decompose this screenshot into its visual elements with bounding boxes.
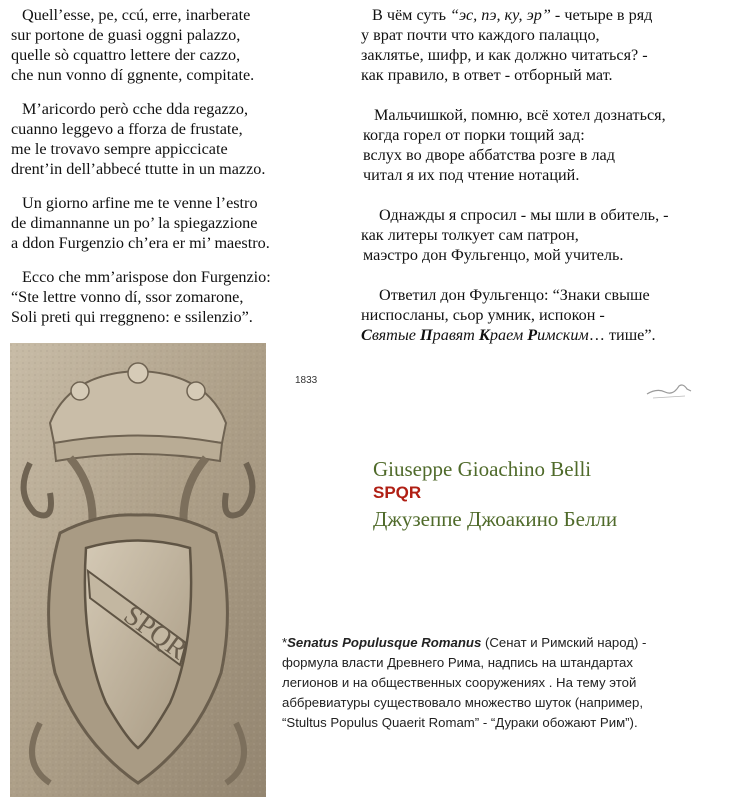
poem-line: “Ste lettre vonno dí, ssor zomarone, [11,288,244,306]
russian-stanza-3 [361,205,751,265]
russian-poem [361,5,751,359]
emblem-inscription: SPQR [117,599,193,666]
footnote-line: *Senatus Populusque Romanus (Сенат и Римский народ) - [282,635,647,650]
poem-line: когда горел от порки тощий зад: [363,126,585,144]
poem-line: ниспосланы, сьор умник, испокон - [361,306,605,324]
poem-line: Ecco che mm’arispose don Furgenzio: [22,268,271,286]
poem-line: у врат почти что каждого палаццо, [361,26,600,44]
footnote-line: формула власти Древнего Рима, надпись на штандартах [282,655,633,670]
signature-icon [645,380,693,402]
russian-stanza-2 [361,105,751,185]
poem-line: Quell’esse, pe, ccú, erre, inarberate [22,6,251,24]
poem-line: Soli preti qui rreggneno: e ssilenzio”. [11,308,253,326]
poem-line: che nun vonno dí ggnente, compitate. [11,66,255,84]
footnote-line: аббревиатуры существовало множество шуток (например, [282,695,643,710]
poem-line: читал я их под чтение нотаций. [363,166,580,184]
italian-poem [11,5,341,341]
poem-line: маэстро дон Фульгенцо, мой учитель. [363,246,624,264]
poem-line: de dimannanne un po’ la spiegazzione [11,214,258,232]
year-label: 1833 [295,375,318,386]
poem-line: me le trovavo sempre appiccicate [11,140,228,158]
footnote-line: “Stultus Populus Quaerit Romam” - “Дураки обожают Рим”). [282,715,638,730]
russian-stanza-4 [361,285,751,345]
title-block [373,456,617,534]
poem-line: cuanno leggevo a fforza de frustate, [11,120,243,138]
footnote [282,633,748,733]
poem-line: Ответил дон Фульгенцо: “Знаки свыше [379,286,650,304]
poem-line: Святые Правят Краем Римским… тише”. [361,326,656,344]
poem-line: drent’in dell’abbecé ttutte in un mazzo. [11,160,266,178]
italian-stanza-1 [11,5,341,85]
author-name-latin: Giuseppe Gioachino Belli [373,457,592,481]
footnote-line: легионов и на общественных сооружениях . На тему этой [282,675,637,690]
poem-line: Un giorno arfine me te venne l’estro [22,194,258,212]
coat-of-arms-illustration [10,343,266,797]
poem-title: SPQR [373,483,422,502]
russian-stanza-1 [361,5,751,85]
poem-line: В чём суть “эс, пэ, ку, эр” - четыре в ряд [372,6,653,24]
poem-line: Однажды я спросил - мы шли в обитель, - [379,206,669,224]
poem-line: a ddon Furgenzio ch’era er mi’ maestro. [11,234,270,252]
coat-of-arms-photo [10,343,266,797]
poem-line: quelle sò cquattro lettere der cazzo, [11,46,241,64]
poem-line: sur portone de guasi oggni palazzo, [11,26,241,44]
poem-line: Мальчишкой, помню, всё хотел дознаться, [374,106,666,124]
poem-line: заклятье, шифр, и как должно читаться? - [361,46,648,64]
poem-line: вслух во дворе аббатства розге в лад [363,146,615,164]
poem-line: как литеры толкует сам патрон, [361,226,579,244]
author-name-russian: Джузеппе Джоакино Белли [373,507,618,531]
poem-line: как правило, в ответ - отборный мат. [361,66,613,84]
italian-stanza-2 [11,99,341,179]
italian-stanza-3 [11,193,341,253]
italian-stanza-4 [11,267,341,327]
poem-line: M’aricordo però cche dda regazzo, [22,100,249,118]
